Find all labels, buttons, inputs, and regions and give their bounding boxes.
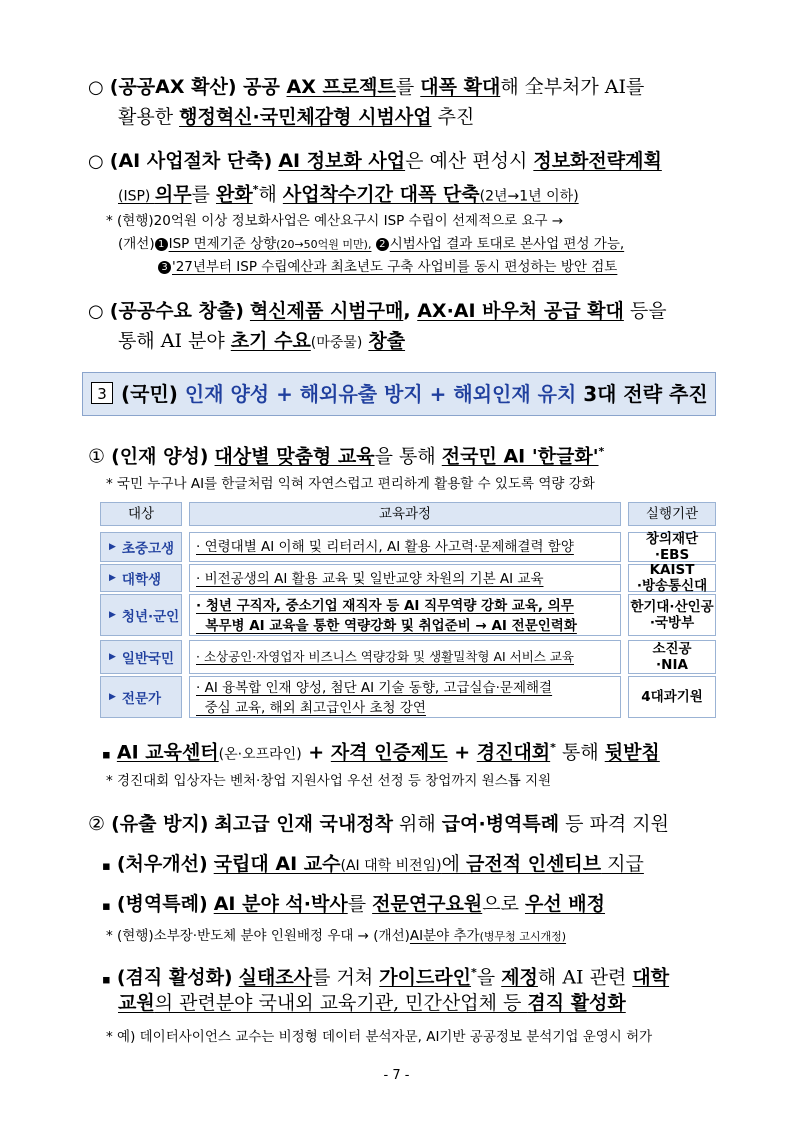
table-row-org: 4대과기원 xyxy=(628,676,716,718)
table-row-target: ▶ 청년·군인 xyxy=(100,594,182,636)
circle-bullet-icon: ○ xyxy=(88,301,104,322)
numbered-marker-icon: 2 xyxy=(376,238,389,251)
bullet-public-demand-line2: 통해 AI 분야 초기 수요(마중물) 창출 xyxy=(118,330,406,352)
square-bullet-icon: ▪ xyxy=(102,747,111,763)
table-row-target: ▶ 대학생 xyxy=(100,564,182,592)
bullet-public-demand: ○ (공공수요 창출) 혁신제품 시범구매, AX·AI 바우처 공급 확대 등을 xyxy=(88,300,667,322)
item-number: ② xyxy=(88,813,106,835)
bullet-public-ax-line2: 활용한 행정혁신·국민체감형 시범사업 추진 xyxy=(118,106,475,128)
bullet-ai-procedure: ○ (AI 사업절차 단축) AI 정보화 사업은 예산 편성시 정보화전략계획 xyxy=(88,150,662,172)
table-row-course: · 연령대별 AI 이해 및 리터러시, AI 활용 사고력·문제해결력 함양 xyxy=(189,532,621,562)
table-row-target: ▶ 일반국민 xyxy=(100,640,182,674)
numbered-marker-icon: 1 xyxy=(155,238,168,251)
table-header-org: 실행기관 xyxy=(628,502,716,526)
table-row-course: · 소상공인·자영업자 비즈니스 역량강화 및 생활밀착형 AI 서비스 교육 xyxy=(189,640,621,674)
table-row-target: ▶ 초중고생 xyxy=(100,532,182,562)
table-row-org: 한기대·산인공 ·국방부 xyxy=(628,594,716,636)
circle-bullet-icon: ○ xyxy=(88,151,104,172)
section-number: 3 xyxy=(91,382,113,404)
triangle-right-icon: ▶ xyxy=(109,610,116,620)
sub-military: ▪ (병역특례) AI 분야 석·박사를 전문연구요원으로 우선 배정 xyxy=(102,893,606,915)
table-row-org: KAIST ·방송통신대 xyxy=(628,564,716,592)
square-bullet-icon: ▪ xyxy=(102,859,111,874)
item-talent-training: ① (인재 양성) 대상별 맞춤형 교육을 통해 전국민 AI '한글화'* xyxy=(88,445,605,468)
support-line: ▪ AI 교육센터(온·오프라인) + 자격 인증제도 + 경진대회* 통해 뒷받침 xyxy=(102,741,660,764)
item-outflow-prevention: ② (유출 방지) 최고급 인재 국내정착 위해 급여·병역특례 등 파격 지원 xyxy=(88,813,669,835)
item-number: ① xyxy=(88,445,106,468)
triangle-right-icon: ▶ xyxy=(109,692,116,702)
circle-bullet-icon: ○ xyxy=(88,77,104,98)
table-row-course: · 청년 구직자, 중소기업 재직자 등 AI 직무역량 강화 교육, 의무 복무병 AI 교육을 통한 역량강화 및 취업준비 → AI 전문인력화 xyxy=(189,594,621,636)
bullet-head: (AI 사업절차 단축) xyxy=(109,150,273,172)
table-header-course: 교육과정 xyxy=(189,502,621,526)
isp-note-line3: 3 '27년부터 ISP 수립예산과 최초년도 구축 사업비를 동시 편성하는 방안 검토 xyxy=(158,256,617,278)
isp-note-line1: * (현행)20억원 이상 정보화사업은 예산요구시 ISP 수립이 선제적으로 요구 → xyxy=(106,213,564,229)
numbered-marker-icon: 3 xyxy=(158,261,171,274)
isp-note-line2: (개선) 1 ISP 면제기준 상향(20→50억원 미만), 2 시범사업 결과 토대로 본사업 편성 가능, xyxy=(118,236,625,252)
sub-treatment: ▪ (처우개선) 국립대 AI 교수(AI 대학 비전임)에 금전적 인센티브 지급 xyxy=(102,853,644,875)
table-row-target: ▶ 전문가 xyxy=(100,676,182,718)
sub-dual-job: ▪ (겸직 활성화) 실태조사를 거쳐 가이드라인*을 제정해 AI 관련 대학 xyxy=(102,966,670,989)
table-row-course: · AI 융복합 인재 양성, 첨단 AI 기술 동향, 고급실습·문제해결 중심 교육, 해외 최고급인사 초청 강연 xyxy=(189,676,621,718)
triangle-right-icon: ▶ xyxy=(109,573,116,583)
table-row-org: 창의재단·EBS xyxy=(628,532,716,562)
triangle-right-icon: ▶ xyxy=(109,652,116,662)
bullet-ai-procedure-line2: (ISP) 의무를 완화*해 사업착수기간 대폭 단축(2년→1년 이하) xyxy=(118,183,579,206)
table-header-target: 대상 xyxy=(100,502,182,526)
square-bullet-icon: ▪ xyxy=(102,972,111,988)
table-row-org: 소진공 ·NIA xyxy=(628,640,716,674)
item1-note: * 국민 누구나 AI를 한글처럼 익혀 자연스럽고 편리하게 활용할 수 있도록 역량 강화 xyxy=(106,476,595,492)
bullet-public-ax: ○ (공공AX 확산) 공공 AX 프로젝트를 대폭 확대해 全부처가 AI를 xyxy=(88,76,645,98)
page-number: - 7 - xyxy=(383,1068,410,1083)
bullet-head: (공공수요 창출) xyxy=(109,300,244,322)
sub2-note: * (현행)소부장·반도체 분야 인원배정 우대 → (개선)AI분야 추가(병무청 고시개정) xyxy=(106,928,567,944)
sub-dual-job-line2: 교원의 관련분야 국내외 교육기관, 민간산업체 등 겸직 활성화 xyxy=(118,992,626,1014)
sub3-note: * 예) 데이터사이언스 교수는 비정형 데이터 분석자문, AI기반 공공정보 분석기업 운영시 허가 xyxy=(106,1029,653,1045)
bullet-head: (공공AX 확산) xyxy=(109,76,237,98)
section-banner xyxy=(82,372,716,416)
support-note: * 경진대회 입상자는 벤처·창업 지원사업 우선 선정 등 창업까지 원스톱 지원 xyxy=(106,773,552,789)
square-bullet-icon: ▪ xyxy=(102,899,111,914)
section-title: (국민) 인재 양성 + 해외유출 방지 + 해외인재 유치 3대 전략 추진 xyxy=(121,382,708,406)
triangle-right-icon: ▶ xyxy=(109,542,116,552)
table-row-course: · 비전공생의 AI 활용 교육 및 일반교양 차원의 기본 AI 교육 xyxy=(189,564,621,592)
